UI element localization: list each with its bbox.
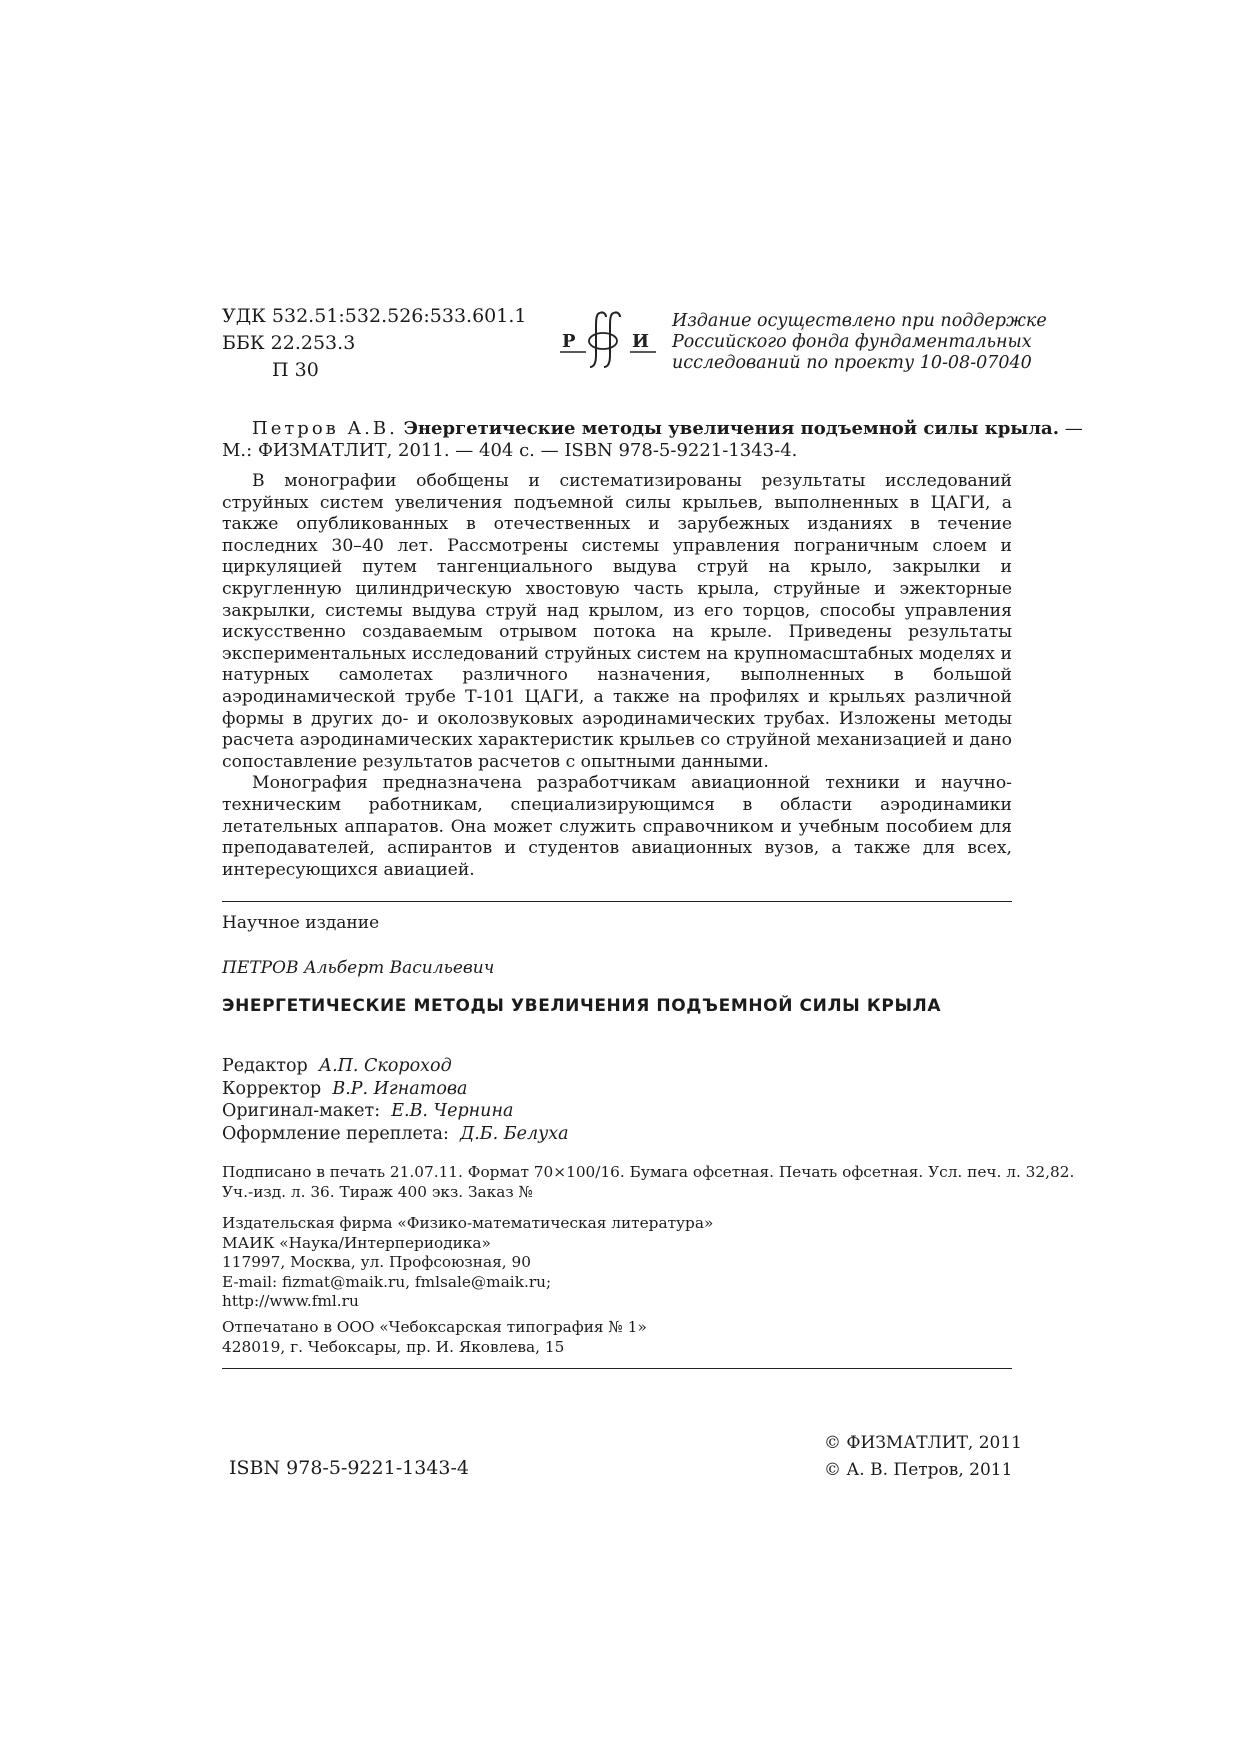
grant-line: Издание осуществлено при поддержке (672, 311, 1047, 331)
credit-binding-design: Оформление переплета: Д.Б. Белуха (222, 1123, 569, 1144)
citation-title: Энергетические методы увеличения подъемной силы крыла. (403, 418, 1059, 439)
copyright-line: © ФИЗМАТЛИТ, 2011 (824, 1433, 1022, 1453)
printer-line: Отпечатано в ООО «Чебоксарская типография № 1» (222, 1318, 647, 1336)
citation-author: Петров А.В. (252, 418, 398, 439)
credit-layout: Оригинал-макет: Е.В. Чернина (222, 1101, 514, 1121)
publisher-info (222, 1214, 713, 1312)
divider-bottom (222, 1368, 1012, 1369)
printer-info (222, 1318, 647, 1357)
bbk-code: ББК 22.253.3 (222, 332, 356, 354)
author-full-name: ПЕТРОВ Альберт Васильевич (222, 958, 495, 978)
isbn: ISBN 978-5-9221-1343-4 (229, 1457, 469, 1479)
abstract (222, 471, 1012, 881)
logo-letter-r: Р (562, 331, 576, 352)
credits (222, 1055, 569, 1145)
credit-editor: Редактор А.П. Скороход (222, 1056, 452, 1076)
copyright-block (824, 1430, 1022, 1484)
print-info-line: Подписано в печать 21.07.11. Формат 70×100/16. Бумага офсетная. Печать офсетная. Усл. печ. л. 32,82. (222, 1163, 1075, 1181)
abstract-paragraph: Монография предназначена разработчикам авиационной техники и научно-техническим работникам, специализирующимся в области аэродинамики летательных аппаратов. Она может служить справочником и учебным пособием для преподавателей, аспирантов и студентов авиационных вузов, а также для всех, интересующихся авиацией. (222, 773, 1012, 880)
grant-note (672, 311, 1047, 374)
author-mark: П 30 (272, 359, 319, 381)
logo-letter-i: И (632, 331, 650, 352)
printer-line: 428019, г. Чебоксары, пр. И. Яковлева, 15 (222, 1337, 565, 1356)
print-info-line: Уч.-изд. л. 36. Тираж 400 экз. Заказ № (222, 1182, 534, 1201)
divider-top (222, 901, 1012, 902)
edition-type: Научное издание (222, 913, 380, 933)
abstract-paragraph: В монографии обобщены и систематизированы результаты исследований струйных систем увеличения подъемной силы крыльев, выполненных в ЦАГИ, а также опубликованных в отечественных и зарубежных изданиях в течение последних 30–40 лет. Рассмотрены системы управления пограничным слоем и циркуляцией путем тангенциального выдува струй на крыло, закрылки и скругленную цилиндрическую хвостовую часть крыла, струйные и эжекторные закрылки, системы выдува струй над крылом, из его торцов, способы управления искусственно создаваемым отрывом потока на крыле. Приведены результаты экспериментальных исследований струйных систем на крупномасштабных моделях и натурных самолетах различного назначения, выполненных в большой аэродинамической трубе Т-101 ЦАГИ, а также на профилях и крыльях различной формы в других до- и околозвуковых аэродинамических трубах. Изложены методы расчета аэродинамических характеристик крыльев со струйной механизацией и дано сопоставление результатов расчетов с опытными данными. (222, 471, 1012, 772)
book-title: ЭНЕРГЕТИЧЕСКИЕ МЕТОДЫ УВЕЛИЧЕНИЯ ПОДЪЕМНОЙ СИЛЫ КРЫЛА (222, 996, 942, 1016)
rffi-logo-icon (556, 307, 660, 373)
print-info (222, 1163, 1074, 1202)
grant-line: исследований по проекту 10-08-07040 (672, 353, 1032, 373)
citation-dash: — (1064, 418, 1083, 439)
credit-proofreader: Корректор В.Р. Игнатова (222, 1078, 468, 1099)
publisher-line: http://www.fml.ru (222, 1292, 359, 1310)
grant-line: Российского фонда фундаментальных (672, 332, 1032, 352)
citation-imprint: М.: ФИЗМАТЛИТ, 2011. — 404 с. — ISBN 978-5-9221-1343-4. (222, 440, 798, 461)
publisher-line: МАИК «Наука/Интерпериодика» (222, 1233, 491, 1252)
publisher-line: Издательская фирма «Физико-математическая литература» (222, 1214, 714, 1232)
publisher-line: 117997, Москва, ул. Профсоюзная, 90 (222, 1253, 531, 1271)
udk-code: УДК 532.51:532.526:533.601.1 (222, 305, 527, 327)
bibliographic-citation (222, 418, 1083, 462)
copyright-line: © А. В. Петров, 2011 (824, 1460, 1013, 1480)
publisher-line: E-mail: fizmat@maik.ru, fmlsale@maik.ru; (222, 1272, 552, 1291)
